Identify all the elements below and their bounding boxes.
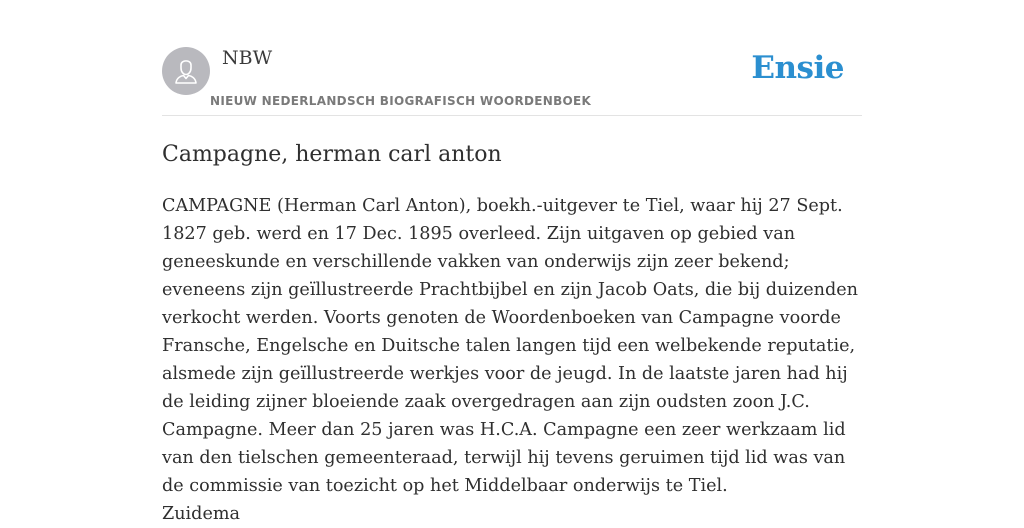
- source-name[interactable]: NBW: [222, 47, 273, 69]
- article-title: Campagne, herman carl anton: [162, 142, 502, 167]
- article-body: [162, 192, 862, 528]
- header-divider: [162, 115, 862, 116]
- user-icon: [162, 47, 210, 95]
- source-full-name: NIEUW NEDERLANDSCH BIOGRAFISCH WOORDENBOEK: [210, 94, 592, 108]
- source-header: [162, 0, 862, 116]
- brand-logo[interactable]: Ensie: [751, 50, 844, 86]
- article-author: Zuidema: [162, 504, 241, 524]
- article-text: CAMPAGNE (Herman Carl Anton), boekh.-uitgever te Tiel, waar hij 27 Sept. 1827 geb. werd en 17 Dec. 1895 overleed. Zijn uitgaven op gebied van geneeskunde en verschillende vakken van onderwijs zijn zeer bekend; eveneens zijn geïllustreerde Prachtbijbel en zijn Jacob Oats, die bij duizenden verkocht werden. Voorts genoten de Woordenboeken van Campagne voorde Fransche, Engelsche en Duitsche talen langen tijd een welbekende reputatie, alsmede zijn geïllustreerde werkjes voor de jeugd. In de laatste jaren had hij de leiding zijner bloeiende zaak overgedragen aan zijn oudsten zoon J.C. Campagne. Meer dan 25 jaren was H.C.A. Campagne een zeer werkzaam lid van den tielschen gemeenteraad, terwijl hij tevens geruimen tijd lid was van de commissie van toezicht op het Middelbaar onderwijs te Tiel.: [162, 196, 858, 496]
- source-avatar[interactable]: [162, 47, 210, 95]
